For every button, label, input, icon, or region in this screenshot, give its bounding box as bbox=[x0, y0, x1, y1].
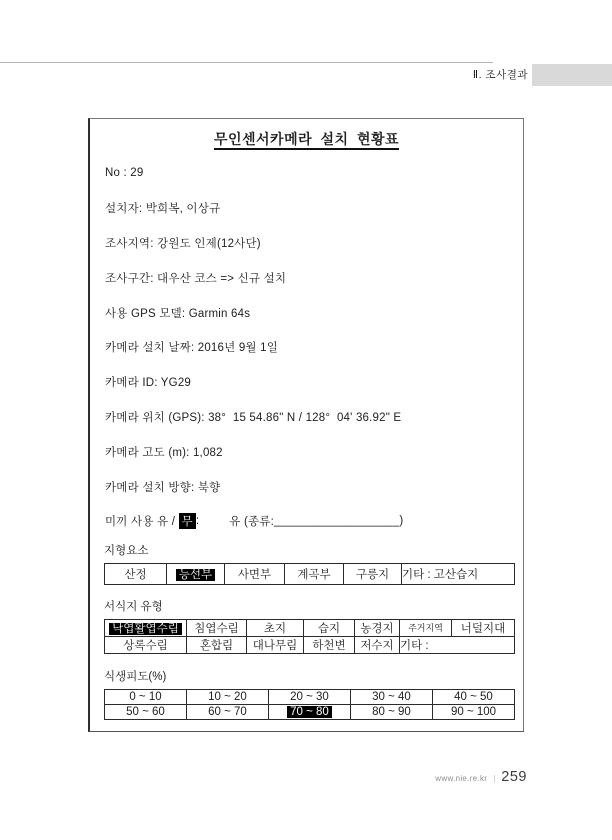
vegetation-row-1 bbox=[105, 689, 515, 704]
habitat-cell: 너덜지대 bbox=[452, 619, 515, 636]
field-install-date: 카메라 설치 날짜: 2016년 9월 1일 bbox=[105, 342, 279, 355]
camera-form-box bbox=[88, 118, 524, 732]
footer-separator: | bbox=[493, 774, 496, 783]
header-rule bbox=[0, 62, 493, 63]
field-survey-area: 조사지역: 강원도 인제(12사단) bbox=[105, 237, 261, 250]
habitat-cell: 초지 bbox=[247, 619, 304, 636]
habitat-cell: 혼합림 bbox=[187, 636, 247, 653]
form-fields bbox=[90, 156, 523, 539]
terrain-cell: 산정 bbox=[105, 563, 167, 584]
bait-prefix: 미끼 사용 유 / bbox=[105, 516, 179, 529]
habitat-cell-selected: 낙엽활엽수림 bbox=[105, 619, 187, 636]
bait-colon: : bbox=[195, 515, 200, 528]
section-header: Ⅱ. 조사결과 bbox=[472, 69, 528, 81]
field-bait bbox=[105, 504, 515, 539]
vegetation-cell: 0 ~ 10 bbox=[105, 689, 187, 704]
field-direction: 카메라 설치 방향: 북향 bbox=[105, 481, 221, 494]
vegetation-section-label: 식생피도(%) bbox=[104, 670, 167, 683]
form-title bbox=[90, 130, 523, 149]
form-title-text: 무인센서카메라 설치 현황표 bbox=[214, 131, 399, 150]
field-gps-model: 사용 GPS 모델: Garmin 64s bbox=[105, 307, 251, 320]
habitat-table bbox=[104, 619, 515, 654]
vegetation-cell: 20 ~ 30 bbox=[269, 689, 351, 704]
page-number: 259 bbox=[501, 769, 527, 785]
bait-close-paren: ) bbox=[399, 515, 404, 528]
field-no: No : 29 bbox=[105, 167, 144, 180]
habitat-cell: 습지 bbox=[304, 619, 355, 636]
habitat-cell: 상록수림 bbox=[105, 636, 187, 653]
bait-selected-no: 무 bbox=[179, 513, 196, 529]
vegetation-cell: 40 ~ 50 bbox=[433, 689, 515, 704]
vegetation-cell-selected: 70 ~ 80 bbox=[269, 704, 351, 719]
vegetation-cell: 30 ~ 40 bbox=[351, 689, 433, 704]
bait-yes-label: 유 (종류: bbox=[229, 516, 274, 529]
habitat-cell: 하천변 bbox=[304, 636, 355, 653]
page-footer bbox=[435, 769, 527, 785]
website-url: www.nie.re.kr bbox=[435, 774, 488, 783]
terrain-cell-selected: 능선부 bbox=[167, 563, 225, 584]
field-camera-id: 카메라 ID: YG29 bbox=[105, 377, 192, 390]
field-gps-position: 카메라 위치 (GPS): 38° 15 54.86" N / 128° 04' 36.92" E bbox=[105, 411, 402, 424]
vegetation-cell: 80 ~ 90 bbox=[351, 704, 433, 719]
habitat-cell: 주거지역 bbox=[400, 619, 452, 636]
habitat-cell-other: 기타 : bbox=[400, 636, 515, 653]
habitat-cell: 침엽수림 bbox=[187, 619, 247, 636]
habitat-cell: 저수지 bbox=[355, 636, 400, 653]
vegetation-row-2 bbox=[105, 704, 515, 719]
section-tab-marker bbox=[532, 64, 612, 86]
bait-blank-line: ___________________ bbox=[274, 515, 400, 528]
field-altitude: 카메라 고도 (m): 1,082 bbox=[105, 446, 223, 459]
habitat-cell: 농경지 bbox=[355, 619, 400, 636]
habitat-row-2 bbox=[105, 636, 515, 653]
habitat-cell: 대나무림 bbox=[247, 636, 304, 653]
terrain-cell: 계곡부 bbox=[285, 563, 344, 584]
habitat-row-1 bbox=[105, 619, 515, 636]
terrain-cell: 사면부 bbox=[225, 563, 285, 584]
terrain-section-label: 지형요소 bbox=[104, 544, 149, 557]
vegetation-cell: 50 ~ 60 bbox=[105, 704, 187, 719]
vegetation-cell: 90 ~ 100 bbox=[433, 704, 515, 719]
habitat-section-label: 서식지 유형 bbox=[104, 600, 163, 613]
field-survey-section: 조사구간: 대우산 코스 => 신규 설치 bbox=[105, 272, 287, 285]
terrain-table bbox=[104, 563, 515, 585]
vegetation-cell: 10 ~ 20 bbox=[187, 689, 269, 704]
vegetation-cell: 60 ~ 70 bbox=[187, 704, 269, 719]
field-installer: 설치자: 박희복, 이상규 bbox=[105, 203, 221, 216]
terrain-cell: 구릉지 bbox=[344, 563, 402, 584]
vegetation-table bbox=[104, 689, 515, 720]
terrain-row bbox=[105, 563, 515, 584]
terrain-cell-other: 기타 : 고산습지 bbox=[402, 563, 515, 584]
